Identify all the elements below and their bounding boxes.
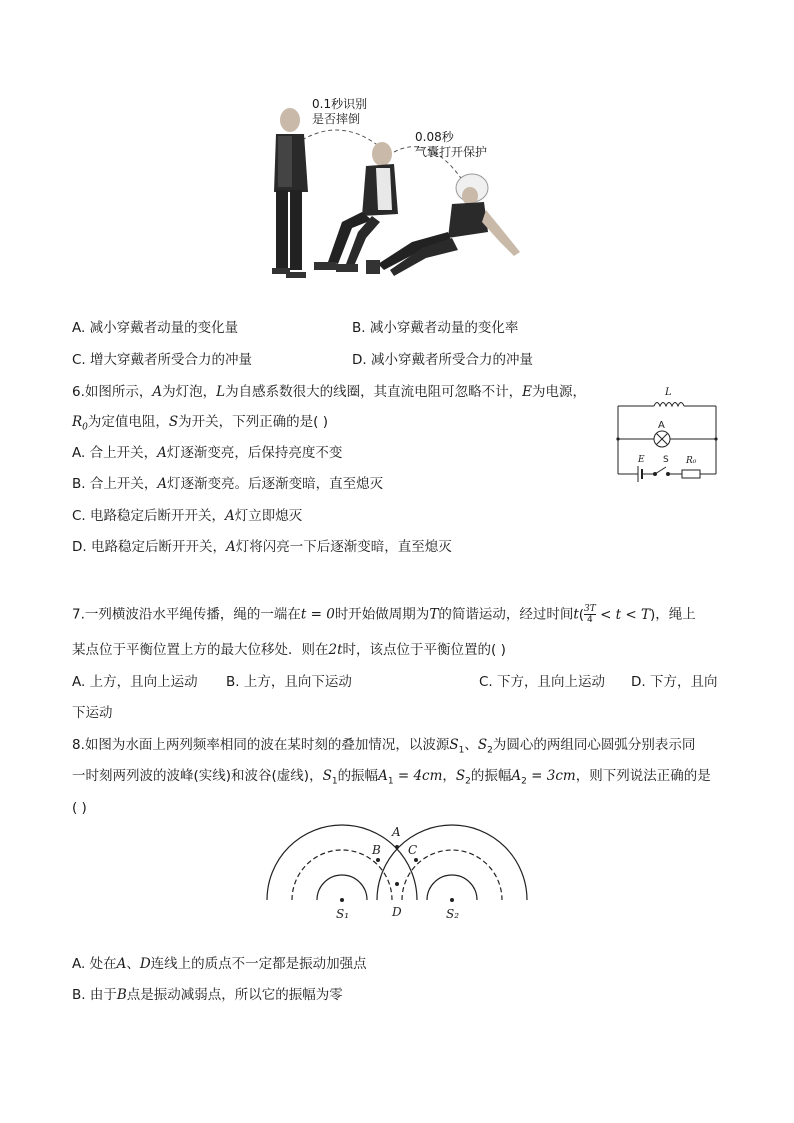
q8-opt-text: 、 [126,956,140,972]
q6-circuit-diagram [612,384,724,486]
q8-opt-text: 点是振动减弱点，所以它的振幅为零 [126,987,343,1003]
q7-text: ，绳上 [655,606,696,623]
circuit-label-r0: R₀ [686,456,697,466]
q7-text: 时，该点位于平衡位置的( ) [342,642,506,658]
q7-var-2t: 2t [328,642,343,658]
circuit-label-s: S [663,455,669,465]
q7-text: 的简谐运动，经过时间 [438,606,574,623]
q8-sub: 2 [465,776,471,787]
q8-sub: 1 [458,745,465,756]
q6-number: 6. [72,384,85,400]
q7-option-a: A. 上方，且向上运动 [72,674,198,690]
fall-sequence-illustration [262,92,530,290]
circuit-label-e: E [638,455,645,465]
q8-var-s1: S [322,768,332,784]
q6-var-l: L [216,384,226,400]
q6-text: 为灯泡， [162,384,217,400]
wave-label-c: C [408,843,418,857]
wave-label-s1: S₁ [336,907,350,921]
q6-option-b [72,474,383,494]
q6-text: 为开关，下列正确的是( ) [178,414,328,430]
q8-stem-line3: ( ) [72,800,87,816]
q6-opt-text: D. 电路稳定后断开开关， [72,539,226,555]
q8-text: ， [442,768,456,784]
q8-sub: 1 [331,776,338,787]
q8-a2-value: = 3cm [526,768,576,784]
q7-fraction [584,604,596,625]
q8-a1-value: = 4cm [393,768,443,784]
q8-sub: 1 [387,776,394,787]
q6-text: 为电源， [531,384,586,400]
q6-text: 如图所示， [84,384,153,400]
q6-option-c [72,506,302,526]
q6-opt-text: 灯立即熄灭 [234,508,303,524]
q6-opt-text: B. 合上开关， [72,476,158,492]
fall-caption-2-line2: 气囊打开保护 [415,145,488,159]
q6-var-r0: R [72,414,83,430]
fall-figure [262,92,530,290]
q8-opt-var: B [116,987,127,1003]
wave-label-s2: S₂ [446,907,460,921]
q8-text: 的振幅 [337,768,379,784]
q8-opt-text: 连线上的质点不一定都是振动加强点 [150,956,367,972]
q8-text: 8.如图为水面上两列频率相同的波在某时刻的叠加情况，以波源 [72,737,450,753]
q7-condition: ( $\frac{3T}{4}$ < t < T) [578,604,656,625]
q5-option-c: C. 增大穿戴者所受合力的冲量 [72,352,253,368]
q7-text: 7.一列横波沿水平绳传播，绳的一端在 [72,606,301,623]
q8-var-a2: A [511,768,522,784]
q8-opt-text: B. 由于 [72,987,117,1003]
q6-stem-line1 [72,382,586,402]
q7-var-t: T [429,606,439,623]
q7-option-d: D. 下方，且向 [631,674,718,690]
q7-stem-line2 [72,640,506,660]
q8-opt-text: A. 处在 [72,956,117,972]
q5-option-d: D. 减小穿戴者所受合力的冲量 [352,352,533,368]
q6-text: 为自感系数很大的线圈，其直流电阻可忽略不计， [225,384,523,400]
q7-option-b: B. 上方，且向下运动 [226,674,352,690]
q8-text: 一时刻两列波的波峰(实线)和波谷(虚线)， [72,768,323,784]
q6-opt-text: 灯将闪亮一下后逐渐变暗，直至熄灭 [235,539,452,555]
fall-caption-1-line2: 是否摔倒 [312,112,361,126]
q6-opt-var: A [157,476,168,492]
q5-option-a: A. 减小穿戴者动量的变化量 [72,320,239,336]
q8-stem-line1 [72,735,695,761]
q7-var-time: t [573,606,579,623]
q7-fraction-den: 4 [587,615,593,625]
q6-var-r0-sub: 0 [82,422,88,433]
q8-var-s2: S [455,768,466,784]
q8-text: ，则下列说法正确的是 [575,768,711,784]
q8-sub: 2 [521,776,527,787]
q6-var-e: E [522,384,532,400]
q8-sub: 2 [487,745,493,756]
q6-option-d [72,537,452,557]
wave-label-a: A [392,825,401,839]
circuit-svg [612,384,724,486]
wave-label-b: B [372,843,381,857]
q6-opt-text: C. 电路稳定后断开开关， [72,508,226,524]
q7-stem-line1 [72,604,696,625]
q8-text: 的振幅 [470,768,512,784]
q8-var-a1: A [378,768,388,784]
circuit-label-l: L [665,387,672,398]
q8-opt-var: D [139,956,151,972]
q6-opt-var: A [225,539,236,555]
q7-text: 时开始做周期为 [334,606,430,623]
q8-var-s1: S [449,737,459,753]
q6-opt-var: A [225,508,235,524]
q6-option-a [72,443,342,463]
q8-text: 、 [464,737,478,753]
q7-option-d-cont: 下运动 [72,705,113,721]
q6-var-s: S [168,414,179,430]
q6-stem-line2 [72,412,328,438]
q7-text: 某点位于平衡位置上方的最大位移处．则在 [72,642,329,658]
q5-option-b: B. 减小穿戴者动量的变化率 [352,320,519,336]
q6-opt-text: A. 合上开关， [72,445,158,461]
q8-var-s2: S [477,737,488,753]
fall-caption-1-line1: 0.1秒识别 [312,97,368,111]
q7-fraction-num: 3T [584,604,596,614]
fall-caption-2-line1: 0.08秒 [415,130,454,144]
q8-opt-var: A [116,956,127,972]
q8-wave-diagram [262,820,534,924]
q8-option-b [72,985,343,1005]
wave-label-d: D [392,905,402,919]
q6-text: 为定值电阻， [87,414,169,430]
q6-opt-text: 灯逐渐变亮，后保持亮度不变 [166,445,343,461]
q6-opt-text: 灯逐渐变亮。后逐渐变暗，直至熄灭 [167,476,384,492]
q8-stem-line2 [72,766,711,792]
q7-option-c: C. 下方，且向上运动 [479,674,606,690]
wave-interference-svg [262,820,534,924]
q8-text: 为圆心的两组同心圆弧分别表示同 [492,737,696,753]
q7-expr-t0: t = 0 [300,606,335,623]
q8-option-a [72,954,367,974]
q7-condition-rest: < t < T [595,606,650,623]
circuit-label-a: A [658,420,665,431]
q6-var-a: A [152,384,163,400]
q6-opt-var: A [157,445,167,461]
